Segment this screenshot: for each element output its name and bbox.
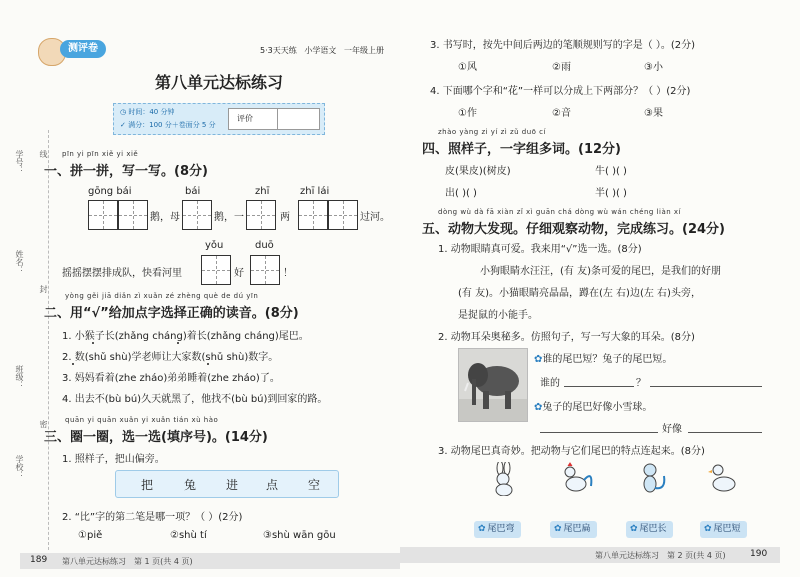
s5-passage-3: 是捉鼠的小能手。 — [458, 310, 538, 321]
s4-row2-b[interactable]: 半( )( ) — [595, 188, 627, 199]
s1-pinyin-5: yǒu — [205, 240, 224, 251]
time-limit — [120, 107, 174, 117]
s5-sample-1 — [534, 350, 672, 365]
emphasis-dot — [72, 363, 74, 365]
s3-option-1[interactable]: ①piě — [78, 530, 103, 541]
s1-text-5: 摇摇摆摆排成队，快看河里 — [62, 268, 182, 279]
s1-text-3: 两 — [280, 212, 290, 223]
eval-divider — [277, 109, 278, 129]
s1-pinyin-1: gōng bái — [88, 186, 132, 197]
s1-pinyin-2: bái — [185, 186, 201, 197]
write-box[interactable] — [182, 200, 212, 230]
flower-icon: ✿ — [704, 524, 712, 534]
school-label: 学校： — [15, 455, 24, 479]
s3-option-2[interactable]: ②shù tí — [170, 530, 207, 541]
write-box[interactable] — [201, 255, 231, 285]
eval-label: 评价 — [237, 114, 253, 123]
tail-tag[interactable] — [550, 521, 597, 538]
clock-icon: ◷ — [120, 108, 127, 116]
s2-item-1: 1. 小猴子长(zhǎng cháng)着长(zhǎng cháng)尾巴。 — [62, 331, 309, 342]
s5-passage-1: 小狗眼睛水汪汪，(有 友)条可爱的尾巴，是我们的好朋 — [480, 266, 721, 277]
tail-tag[interactable] — [474, 521, 521, 538]
char-item[interactable]: 兔 — [184, 478, 197, 492]
s4-row1-a: 皮(果皮)(树皮) — [445, 166, 511, 177]
seal-mark: 封 — [39, 285, 48, 293]
s3-heading: 三、圈一圈，选一选(填序号)。(14分) — [44, 430, 268, 445]
s5-sample-2-text: 兔子的尾巴好像小雪球。 — [542, 402, 653, 413]
duck-icon — [708, 462, 738, 496]
s1-text-4: 过河。 — [360, 212, 390, 223]
s1-pinyin-4: zhī lái — [300, 186, 330, 197]
s5-pinyin: dòng wù dà fā xiàn zǐ xì guān chá dòng wù wán chéng liàn xí — [438, 208, 681, 216]
line-mark: 线 — [39, 150, 48, 158]
s5-sample-2 — [534, 398, 652, 413]
s1-text-7: ！ — [283, 268, 293, 279]
cut-mark: 密 — [39, 420, 48, 428]
r-q4-option-2[interactable]: ②音 — [552, 108, 571, 119]
answer-line[interactable] — [688, 432, 762, 433]
r-q3-option-1[interactable]: ①风 — [458, 62, 477, 73]
s5-passage-2: (有 友)。小猫眼睛亮晶晶，蹲在(左 右)边(左 右)头旁， — [458, 288, 701, 299]
check-icon: ✓ — [120, 121, 126, 129]
full-score — [120, 120, 216, 130]
s2-item-2: 2. 数(shǔ shù)学老师让大家数(shǔ shù)数字。 — [62, 352, 279, 363]
s4-row2-a[interactable]: 出( )( ) — [445, 188, 477, 199]
eval-box — [228, 108, 320, 130]
flower-icon: ✿ — [554, 524, 562, 534]
page-title: 第八单元达标练习 — [155, 73, 284, 92]
s5-blank-2-label: 好像 — [662, 424, 682, 435]
write-box[interactable] — [298, 200, 328, 230]
write-box[interactable] — [328, 200, 358, 230]
tail-tag[interactable] — [626, 521, 673, 538]
s1-pinyin-6: duō — [255, 240, 274, 251]
s5-sample-1-text: 谁的尾巴短？兔子的尾巴短。 — [542, 354, 673, 365]
s1-heading: 一、拼一拼，写一写。(8分) — [44, 164, 208, 179]
s5-q3: 3. 动物尾巴真奇妙。把动物与它们尾巴的特点连起来。(8分) — [438, 446, 705, 457]
test-badge: 测评卷 — [60, 40, 106, 58]
char-strip — [115, 470, 339, 498]
binding-line — [48, 130, 49, 550]
s3-q1: 1. 照样子，把山偏旁。 — [62, 454, 165, 465]
s3-q2: 2. “比”字的第二笔是哪一项？（ ）(2分) — [62, 512, 243, 523]
s5-heading: 五、动物大发现。仔细观察动物，完成练习。(24分) — [422, 222, 725, 237]
rabbit-icon — [490, 462, 518, 496]
s3-pinyin: quān yi quān xuǎn yi xuǎn tián xù hào — [65, 416, 219, 424]
tail-tag-label: 尾巴扁 — [563, 524, 591, 534]
s1-pinyin: pīn yi pīn xiě yi xiě — [62, 150, 139, 158]
r-q4-option-3[interactable]: ③果 — [644, 108, 663, 119]
grade-name: 一年级上册 — [344, 46, 385, 55]
score-text: 满分：100 分＋卷面分 5 分 — [128, 121, 216, 129]
s1-text-2: 鹅，一 — [214, 212, 244, 223]
s2-item-4: 4. 出去不(bù bú)久天就黑了，他找不(bù bú)到回家的路。 — [62, 394, 328, 405]
page-number: 190 — [750, 549, 768, 559]
answer-line[interactable] — [564, 386, 634, 387]
emphasis-dot — [207, 363, 209, 365]
r-q4-option-1[interactable]: ①作 — [458, 108, 477, 119]
tail-tag[interactable] — [700, 521, 747, 538]
s1-text-6: 好 — [234, 268, 244, 279]
class-label: 班级： — [15, 365, 24, 389]
s2-heading: 二、用“√”给加点字选择正确的读音。(8分) — [44, 306, 299, 321]
tail-tag-label: 尾巴长 — [639, 524, 667, 534]
series-name: 5·3天天练 — [260, 46, 297, 55]
elephant-image — [458, 348, 528, 422]
flower-icon: ✿ — [534, 402, 543, 413]
rooster-icon — [560, 462, 594, 496]
right-page — [400, 0, 800, 577]
s5-q1: 1. 动物眼睛真可爱。我来用“√”选一选。(8分) — [438, 244, 642, 255]
time-text: 时间：40 分钟 — [128, 108, 175, 116]
char-item[interactable]: 空 — [308, 478, 321, 492]
s4-row1-b[interactable]: 牛( )( ) — [595, 166, 627, 177]
emphasis-dot — [92, 342, 94, 344]
r-q3-option-2[interactable]: ②雨 — [552, 62, 571, 73]
tail-tag-label: 尾巴弯 — [487, 524, 515, 534]
tail-tag-label: 尾巴短 — [713, 524, 741, 534]
elephant-icon — [459, 349, 527, 421]
flower-icon: ✿ — [478, 524, 486, 534]
monkey-icon — [638, 462, 668, 496]
subject-name: 小学语文 — [304, 46, 337, 55]
s5-q2: 2. 动物耳朵奥秘多。仿照句子，写一写大象的耳朵。(8分) — [438, 332, 695, 343]
s5-blank-1-mark: ？ — [636, 378, 646, 389]
write-box[interactable] — [88, 200, 118, 230]
footer-text: 第八单元达标练习 第 2 页(共 4 页) — [595, 551, 726, 560]
page-number: 189 — [30, 555, 48, 565]
series-text — [260, 45, 384, 56]
s4-pinyin: zhào yàng zi yí zì zǔ duō cí — [438, 128, 546, 136]
s4-heading: 四、照样子，一字组多词。(12分) — [422, 142, 621, 157]
footer-text: 第八单元达标练习 第 1 页(共 4 页) — [62, 557, 193, 566]
s1-pinyin-3: zhī — [255, 186, 270, 197]
write-box[interactable] — [246, 200, 276, 230]
name-label: 姓名： — [15, 250, 24, 274]
write-box[interactable] — [250, 255, 280, 285]
answer-line[interactable] — [540, 432, 658, 433]
flower-icon: ✿ — [534, 354, 543, 365]
emphasis-dot — [177, 342, 179, 344]
r-q3-option-3[interactable]: ③小 — [644, 62, 663, 73]
student-id-label: 学号： — [15, 150, 24, 174]
answer-line[interactable] — [650, 386, 762, 387]
s2-item-3: 3. 妈妈看着(zhe zháo)弟弟睡着(zhe zháo)了。 — [62, 373, 280, 384]
write-box[interactable] — [118, 200, 148, 230]
r-q4: 4. 下面哪个字和“花”一样可以分成上下两部分？（ ）(2分) — [430, 86, 691, 97]
s2-pinyin: yòng gěi jiā diǎn zì xuǎn zé zhèng què de dú yīn — [65, 292, 259, 300]
s3-option-3[interactable]: ③shù wān gōu — [263, 530, 336, 541]
char-item[interactable]: 把 — [141, 478, 154, 492]
s5-blank-1-label: 谁的 — [540, 378, 560, 389]
s1-text-1: 鹅，母 — [150, 212, 180, 223]
char-item[interactable]: 进 — [226, 478, 239, 492]
char-item[interactable]: 点 — [266, 478, 279, 492]
flower-icon: ✿ — [630, 524, 638, 534]
r-q3: 3. 书写时，按先中间后两边的笔顺规则写的字是（ ）。(2分) — [430, 40, 696, 51]
